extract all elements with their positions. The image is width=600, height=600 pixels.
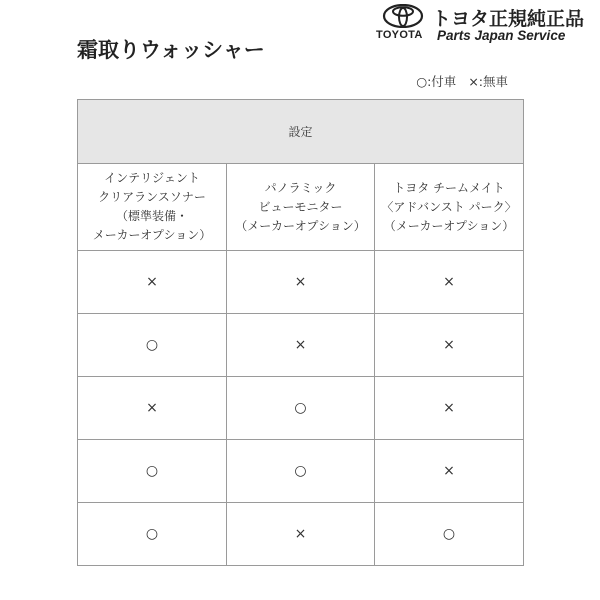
table-cell: ○ <box>78 440 227 503</box>
store-name: トヨタ正規純正品 <box>432 8 585 30</box>
table-cell: × <box>375 377 524 440</box>
table-cell: ○ <box>227 440 375 503</box>
column-header-line: パノラミック <box>264 180 337 195</box>
table-cell: × <box>227 251 375 314</box>
column-header-teammate-advanced-park <box>375 164 524 251</box>
table-cell: ○ <box>375 503 524 566</box>
column-header-line: インテリジェント <box>104 171 200 185</box>
column-header-line: 〈アドバンスト パーク〉 <box>381 199 517 214</box>
table-cell: × <box>227 314 375 377</box>
table-cell: ○ <box>78 503 227 566</box>
legend-none: ×:無車 <box>468 74 508 89</box>
column-header-line: トヨタ チームメイト <box>393 180 505 195</box>
table-cell: × <box>78 251 227 314</box>
table-cell: × <box>375 440 524 503</box>
table-cell: × <box>227 503 375 566</box>
brand-header <box>376 4 598 44</box>
brand-wordmark: TOYOTA <box>376 29 423 41</box>
column-header-clearance-sonar <box>78 164 227 251</box>
column-header-line: ビューモニター <box>258 199 343 214</box>
table-group-header: 設定 <box>78 100 524 164</box>
legend-attached: ○:付車 <box>416 74 457 89</box>
table-cell: × <box>78 377 227 440</box>
table-cell: ○ <box>78 314 227 377</box>
page-title: 霜取りウォッシャー <box>77 38 265 62</box>
toyota-emblem-icon <box>382 4 424 28</box>
table-row <box>78 503 524 566</box>
table-row <box>78 377 524 440</box>
table-row <box>78 314 524 377</box>
table-group-header-row <box>78 100 524 164</box>
column-header-line: クリアランスソナー <box>98 190 206 204</box>
store-tagline: Parts Japan Service <box>437 28 566 43</box>
column-header-line: メーカーオプション） <box>92 228 212 242</box>
table-cell: × <box>375 251 524 314</box>
column-header-panoramic-view-monitor <box>227 164 375 251</box>
table-row <box>78 440 524 503</box>
table-cell: ○ <box>227 377 375 440</box>
column-header-line: （メーカーオプション） <box>383 218 515 233</box>
table-column-header-row <box>78 164 524 251</box>
column-header-line: （メーカーオプション） <box>235 218 366 233</box>
column-header-line: （標準装備・ <box>115 209 188 223</box>
legend <box>416 72 508 90</box>
settings-table <box>77 99 524 566</box>
table-cell: × <box>375 314 524 377</box>
table-row <box>78 251 524 314</box>
